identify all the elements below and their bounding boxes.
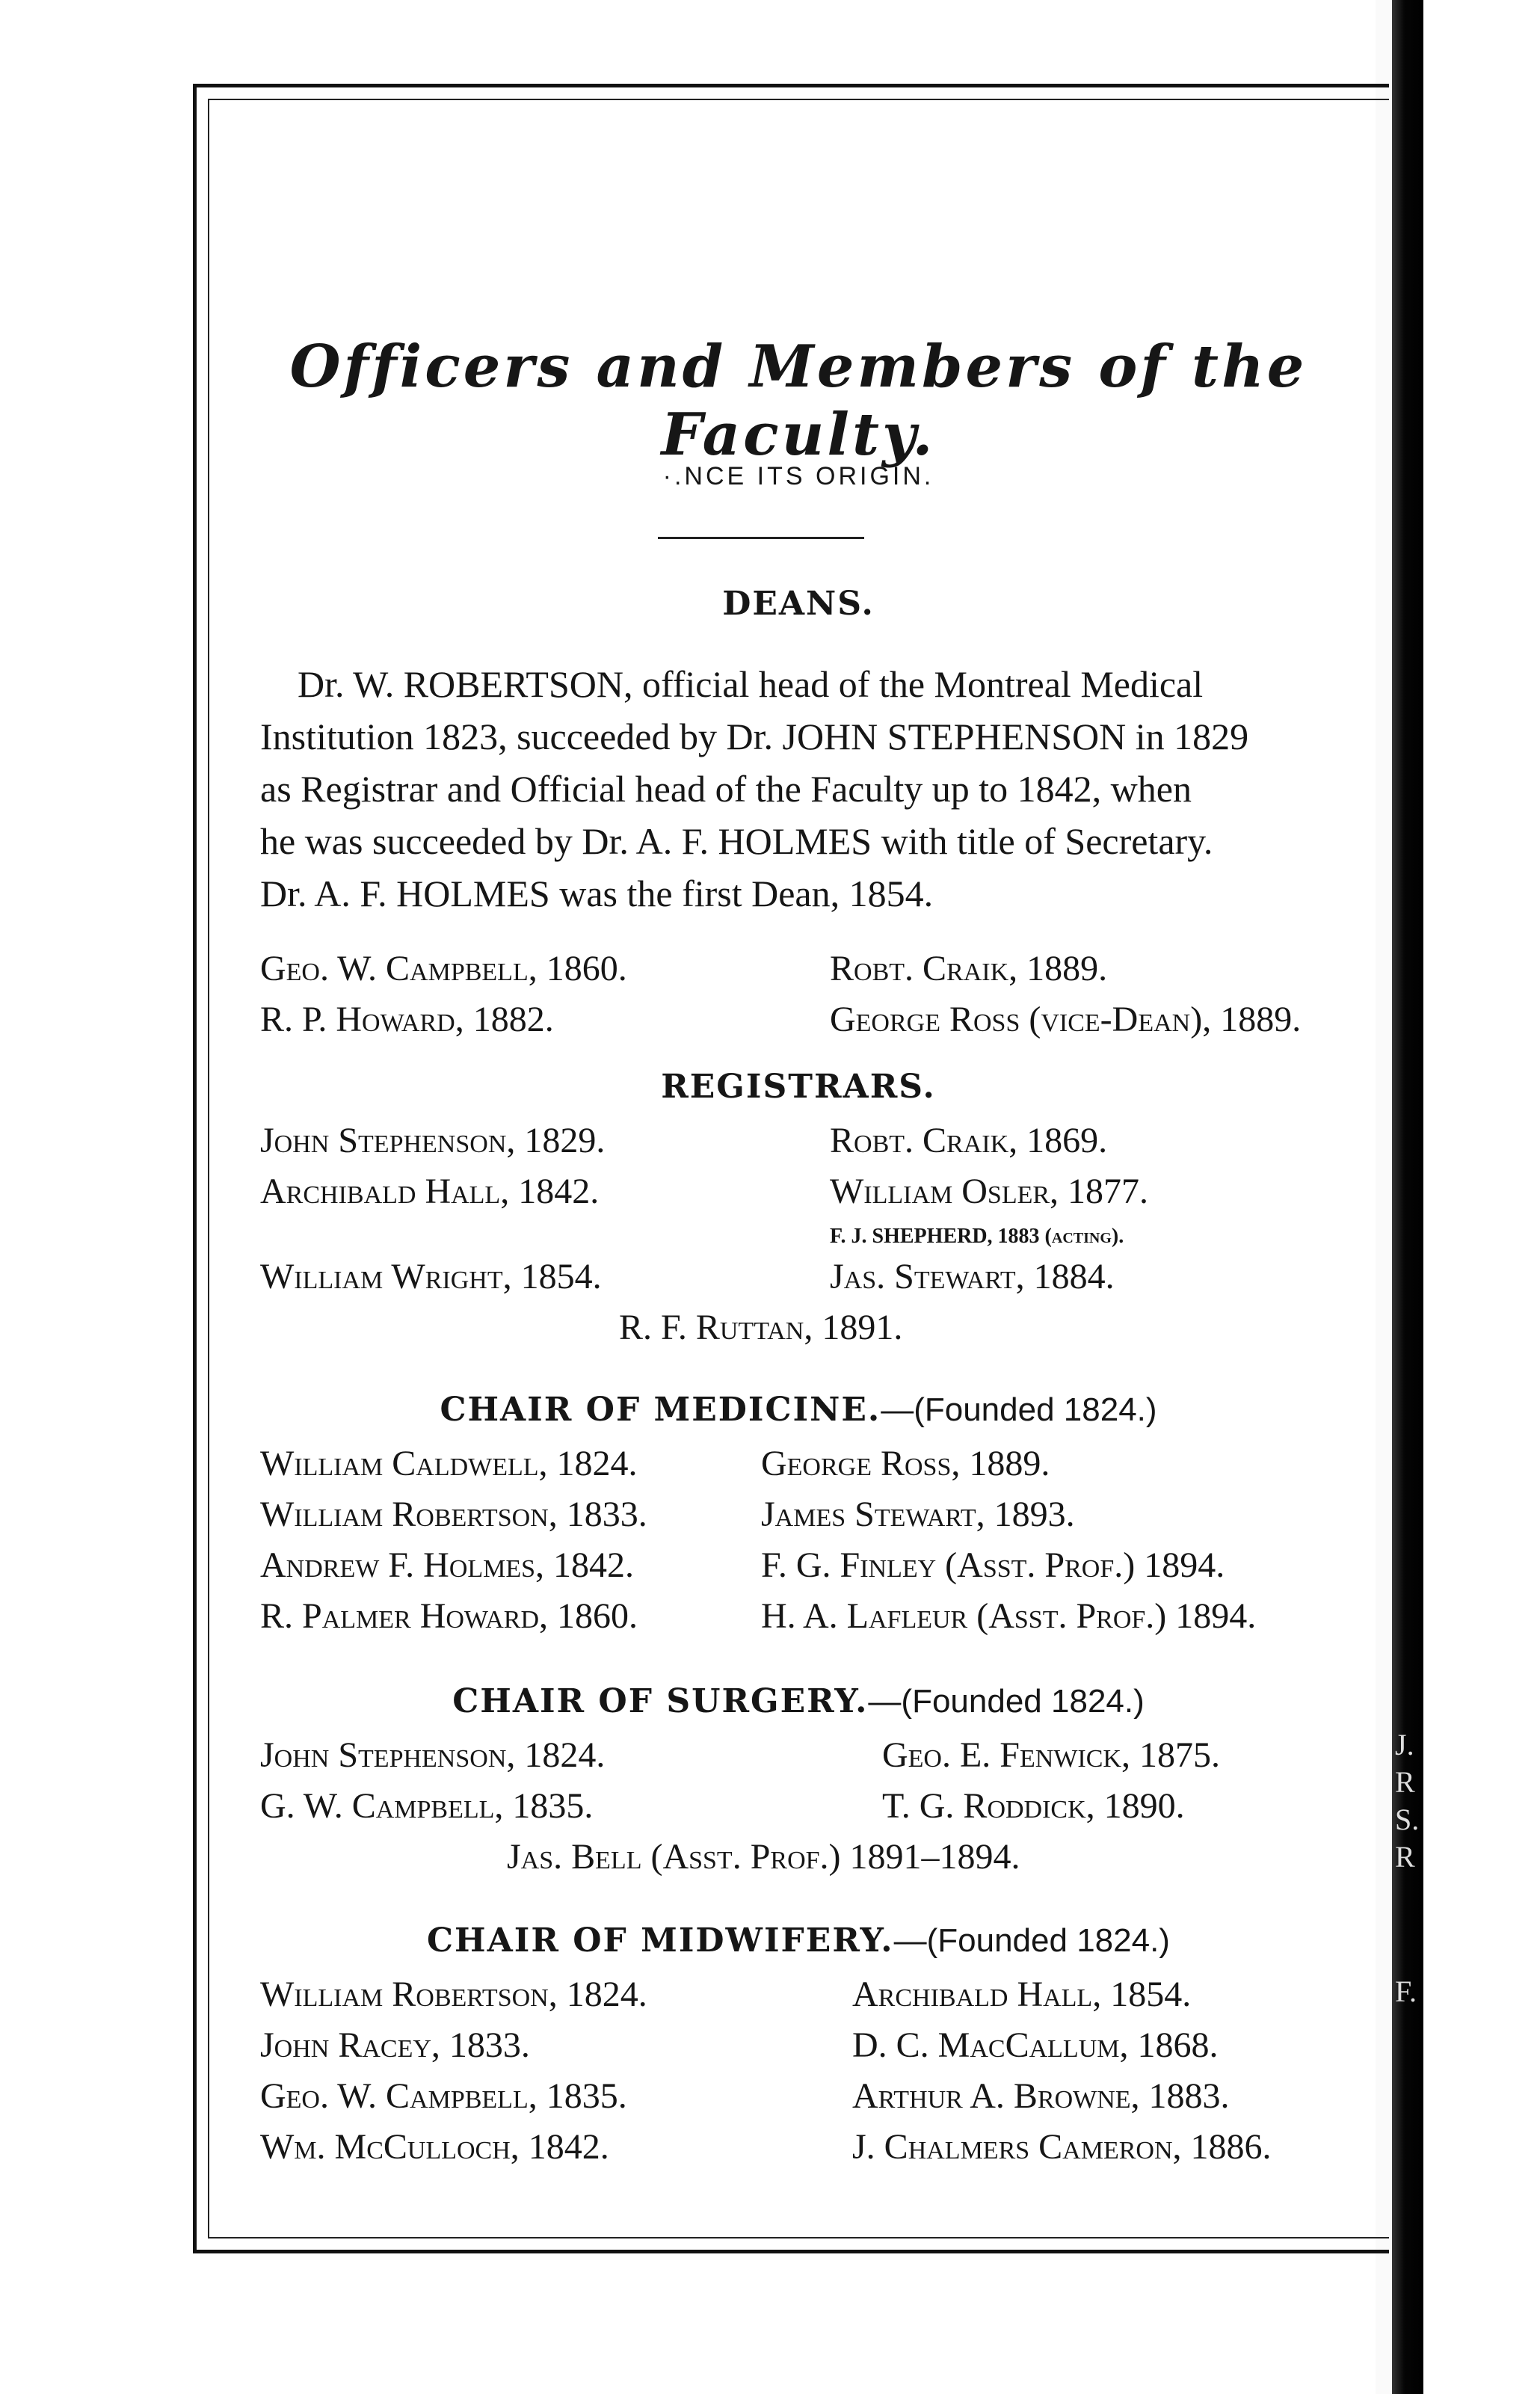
title-rule (658, 537, 864, 539)
midwifery-entry: J. Chalmers Cameron, 1886. (852, 2127, 1272, 2167)
book-spine (1392, 0, 1423, 2394)
medicine-entry: F. G. Finley (Asst. Prof.) 1894. (761, 1545, 1225, 1585)
dean-entry: George Ross (vice-Dean), 1889. (830, 1000, 1302, 1039)
deans-line: as Registrar and Official head of the Faculty up to 1842, when (260, 768, 1192, 810)
surgery-entry: Jas. Bell (Asst. Prof.) 1891–1894. (507, 1837, 1020, 1877)
deans-paragraph (260, 658, 1374, 920)
medicine-entry: Andrew F. Holmes, 1842. (260, 1545, 635, 1585)
deans-line: he was succeeded by Dr. A. F. HOLMES with title of Secretary. (260, 820, 1213, 862)
midwifery-entry: Wm. McCulloch, 1842. (260, 2127, 609, 2167)
registrars-heading: REGISTRARS. (661, 1068, 936, 1106)
margin-letter: R (1395, 1765, 1415, 1799)
margin-letter: J. (1395, 1728, 1414, 1761)
medicine-heading (223, 1391, 1374, 1429)
midwifery-entry: Arthur A. Browne, 1883. (852, 2076, 1230, 2116)
medicine-entry: H. A. Lafleur (Asst. Prof.) 1894. (761, 1596, 1257, 1636)
margin-letter: S. (1395, 1803, 1420, 1836)
midwifery-entry: Archibald Hall, 1854. (852, 1975, 1192, 2014)
medicine-entry: William Caldwell, 1824. (260, 1444, 638, 1483)
medicine-entry: James Stewart, 1893. (761, 1495, 1075, 1534)
registrar-entry: Jas. Stewart, 1884. (830, 1257, 1115, 1296)
midwifery-heading (223, 1921, 1374, 1960)
deans-line: Dr. W. ROBERTSON, official head of the Montreal Medical (298, 663, 1204, 705)
medicine-founded: —(Founded 1824.) (881, 1391, 1157, 1428)
registrar-entry: John Stephenson, 1829. (260, 1121, 606, 1160)
midwifery-entry: William Robertson, 1824. (260, 1975, 647, 2014)
margin-letter: R (1395, 1840, 1415, 1874)
midwifery-entry: John Racey, 1833. (260, 2025, 530, 2065)
medicine-entry: George Ross, 1889. (761, 1444, 1050, 1483)
deans-heading: DEANS. (722, 585, 875, 623)
midwifery-heading-label: CHAIR OF MIDWIFERY. (427, 1921, 894, 1960)
deans-line: Institution 1823, succeeded by Dr. JOHN STEPHENSON in 1829 (260, 716, 1249, 757)
registrar-entry: William Osler, 1877. (830, 1172, 1149, 1211)
medicine-entry: R. Palmer Howard, 1860. (260, 1596, 638, 1636)
medicine-entry: William Robertson, 1833. (260, 1495, 647, 1534)
surgery-entry: John Stephenson, 1824. (260, 1735, 606, 1775)
deans-line: Dr. A. F. HOLMES was the first Dean, 1854. (260, 873, 934, 914)
page-title: Officers and Members of the Faculty. (289, 333, 1308, 469)
midwifery-entry: Geo. W. Campbell, 1835. (260, 2076, 627, 2116)
registrar-entry: Robt. Craik, 1869. (830, 1121, 1108, 1160)
dean-entry: Robt. Craik, 1889. (830, 949, 1108, 988)
surgery-heading-label: CHAIR OF SURGERY. (452, 1682, 869, 1720)
surgery-founded: —(Founded 1824.) (868, 1683, 1145, 1720)
registrar-entry: Archibald Hall, 1842. (260, 1172, 600, 1211)
surgery-entry: G. W. Campbell, 1835. (260, 1786, 594, 1826)
medicine-heading-label: CHAIR OF MEDICINE. (440, 1391, 881, 1429)
registrar-entry: F. J. SHEPHERD, 1883 (acting). (830, 1225, 1124, 1248)
midwifery-entry: D. C. MacCallum, 1868. (852, 2025, 1219, 2065)
dean-entry: R. P. Howard, 1882. (260, 1000, 554, 1039)
registrar-entry: R. F. Ruttan, 1891. (619, 1308, 903, 1347)
surgery-entry: Geo. E. Fenwick, 1875. (882, 1735, 1220, 1775)
margin-letter: F. (1395, 1975, 1417, 2008)
surgery-entry: T. G. Roddick, 1890. (882, 1786, 1185, 1826)
midwifery-founded: —(Founded 1824.) (893, 1922, 1170, 1959)
surgery-heading (223, 1682, 1374, 1720)
page-subtitle: ·.NCE ITS ORIGIN. (662, 462, 934, 490)
registrar-entry: William Wright, 1854. (260, 1257, 602, 1296)
dean-entry: Geo. W. Campbell, 1860. (260, 949, 627, 988)
